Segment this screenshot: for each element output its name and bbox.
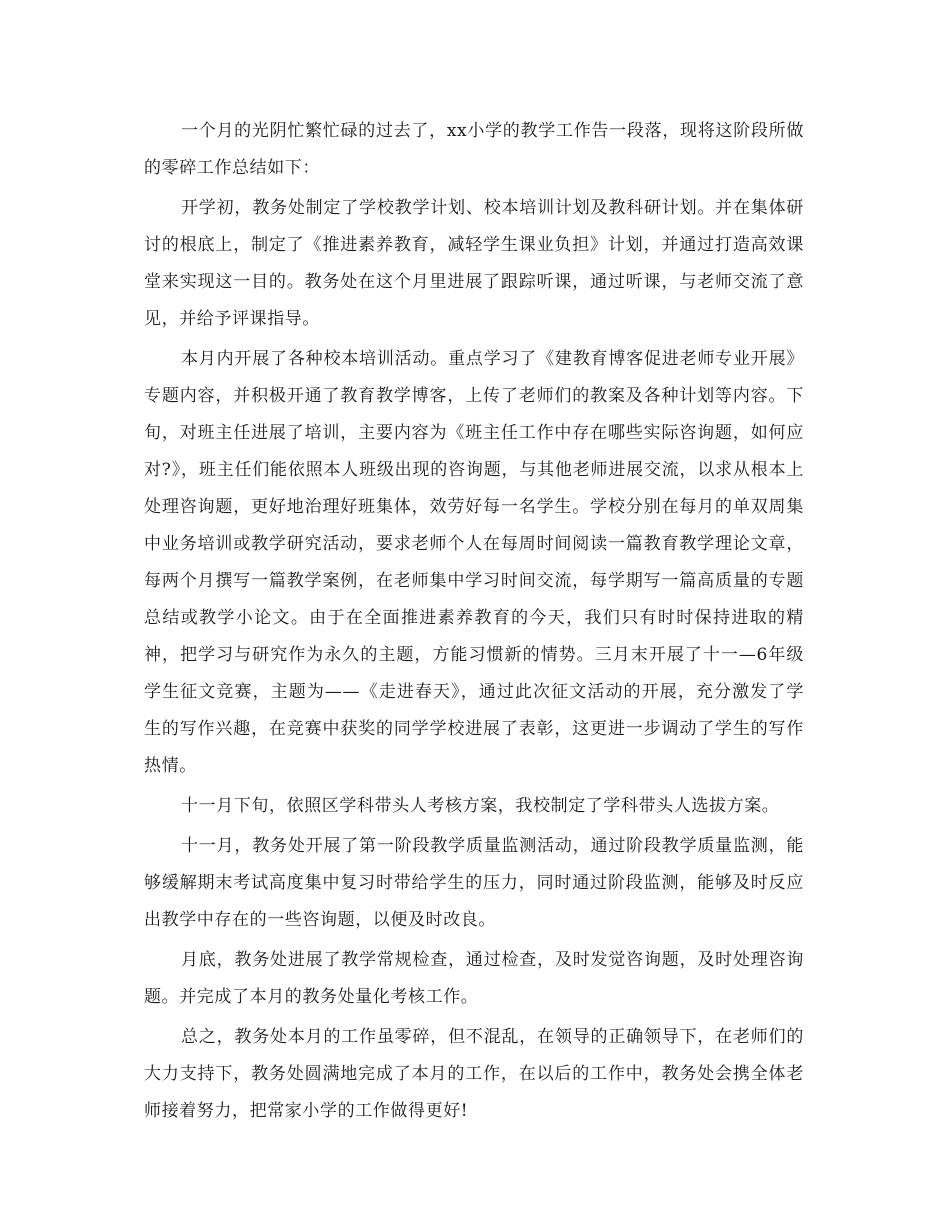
document-body	[144, 113, 804, 1133]
paragraph-training-activities: 本月内开展了各种校本培训活动。重点学习了《建教育博客促进老师专业开展》专题内容，并积极开通了教育教学博客，上传了老师们的教案及各种计划等内容。下旬，对班主任进展了培训，主要内容为《班主任工作中存在哪些实际咨询题，如何应对?》，班主任们能依照本人班级出现的咨询题，与其他老师进展交流，以求从根本上处理咨询题，更好地治理好班集体，效劳好每一名学生。学校分别在每月的单双周集中业务培训或教学研究活动，要求老师个人在每周时间阅读一篇教育教学理论文章，每两个月撰写一篇教学案例，在老师集中学习时间交流，每学期写一篇高质量的专题总结或教学小论文。由于在全面推进素养教育的今天，我们只有时时保持进取的精神，把学习与研究作为永久的主题，方能习惯新的情势。三月末开展了十一—6年级学生征文竞赛，主题为——《走进春天》，通过此次征文活动的开展，充分激发了学生的写作兴趣，在竞赛中获奖的同学学校进展了表彰，这更进一步调动了学生的写作热情。	[144, 349, 804, 776]
paragraph-routine-inspection: 月底，教务处进展了教学常规检查，通过检查，及时发觉咨询题，及时处理咨询题。并完成了本月的教务处量化考核工作。	[144, 950, 804, 1007]
paragraph-semester-start: 开学初，教务处制定了学校教学计划、校本培训计划及教科研计划。并在集体研讨的根底上，制定了《推进素养教育，减轻学生课业负担》计划，并通过打造高效课堂来实现这一目的。教务处在这个月里进展了跟踪听课，通过听课，与老师交流了意见，并给予评课指导。	[144, 198, 804, 329]
paragraph-conclusion: 总之，教务处本月的工作虽零碎，但不混乱，在领导的正确领导下，在老师们的大力支持下，教务处圆满地完成了本月的工作，在以后的工作中，教务处会携全体老师接着努力，把常家小学的工作做得更好!	[144, 1027, 804, 1121]
paragraph-quality-monitoring: 十一月，教务处开展了第一阶段教学质量监测活动，通过阶段教学质量监测，能够缓解期末考试高度集中复习时带给学生的压力，同时通过阶段监测，能够及时反应出教学中存在的一些咨询题，以便及时改良。	[144, 836, 804, 930]
paragraph-subject-leader: 十一月下旬，依照区学科带头人考核方案，我校制定了学科带头人选拔方案。	[181, 796, 780, 816]
paragraph-intro: 一个月的光阴忙繁忙碌的过去了，xx小学的教学工作告一段落，现将这阶段所做的零碎工作总结如下：	[144, 121, 804, 178]
